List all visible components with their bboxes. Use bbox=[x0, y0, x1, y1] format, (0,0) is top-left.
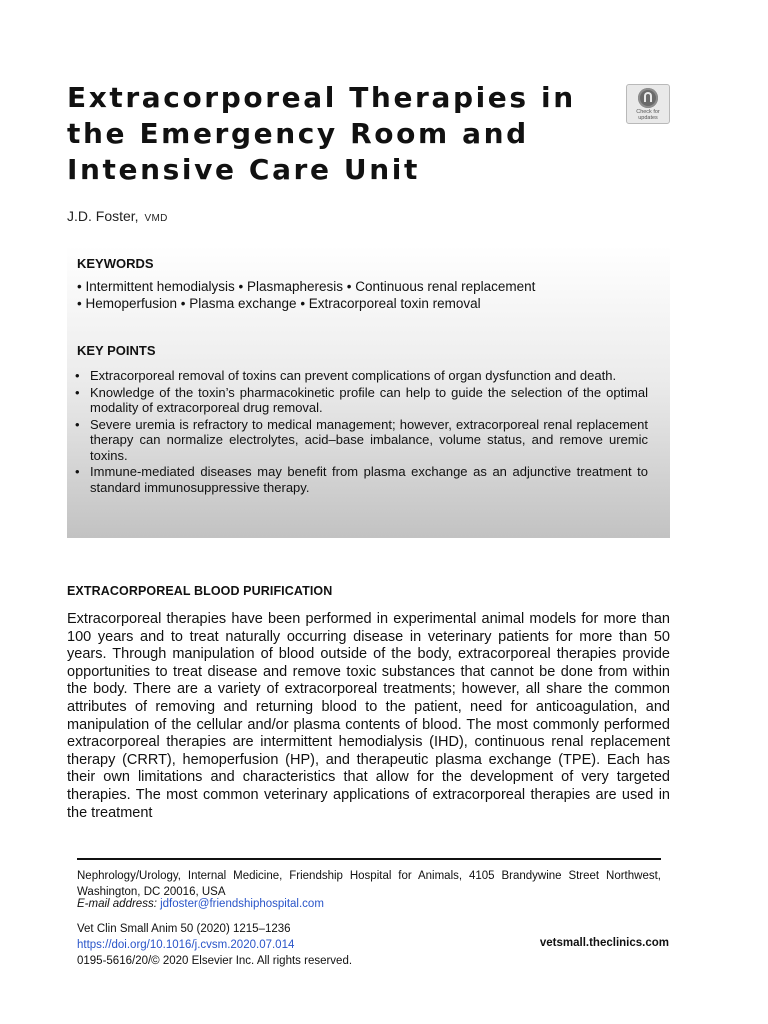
email-link[interactable]: jdfoster@friendshiphospital.com bbox=[160, 898, 324, 910]
key-point-item: • Extracorporeal removal of toxins can prevent complications of organ dysfunction and death. bbox=[75, 368, 648, 384]
affiliation: Nephrology/Urology, Internal Medicine, Friendship Hospital for Animals, 4105 Brandywine Street Northwest, Washington, DC 20016, USA bbox=[77, 870, 661, 898]
title-line: Intensive Care Unit bbox=[67, 153, 420, 186]
journal-site[interactable]: vetsmall.theclinics.com bbox=[539, 937, 669, 949]
author-name: J.D. Foster, bbox=[67, 208, 139, 224]
email-line bbox=[77, 898, 324, 910]
author-line bbox=[67, 208, 168, 224]
article-title bbox=[67, 80, 576, 188]
section-heading: EXTRACORPOREAL BLOOD PURIFICATION bbox=[67, 584, 333, 598]
keywords-heading: KEYWORDS bbox=[77, 256, 154, 271]
email-label: E-mail address: bbox=[77, 898, 157, 910]
citation-block bbox=[77, 921, 352, 969]
title-line: the Emergency Room and bbox=[67, 117, 529, 150]
key-point-item: • Knowledge of the toxin’s pharmacokinetic profile can help to guide the selection of the optimal modality of extracorporeal drug removal. bbox=[75, 385, 648, 416]
author-degree: VMD bbox=[144, 213, 168, 224]
keywords-list bbox=[77, 278, 535, 312]
badge-label: Check for updates bbox=[636, 109, 660, 121]
keywords-line: • Intermittent hemodialysis • Plasmapheresis • Continuous renal replacement bbox=[77, 279, 536, 294]
key-points-list bbox=[75, 368, 648, 496]
doi-link[interactable]: https://doi.org/10.1016/j.cvsm.2020.07.014 bbox=[77, 939, 295, 951]
key-point-item: • Severe uremia is refractory to medical management; however, extracorporeal renal replacement therapy can normalize electrolytes, acid–base imbalance, volume status, and remove uremic toxins. bbox=[75, 417, 648, 464]
key-points-heading: KEY POINTS bbox=[77, 343, 156, 358]
copyright: 0195-5616/20/© 2020 Elsevier Inc. All rights reserved. bbox=[77, 955, 353, 967]
keywords-keypoints-box bbox=[67, 246, 670, 538]
body-paragraph: Extracorporeal therapies have been performed in experimental animal models for more than 100 years and to treat naturally occurring disease in veterinary patients for more than 50 years. Through manipulation of blood outside of the body, extracorporeal therapies provide opportunities to treat disease and remove toxic substances that cannot be done from within the body. There are a variety of extracorporeal treatments; however, all share the common attributes of removing and returning blood to the patient, need for anticoagulation, and manipulation of the cellular and/or plasma contents of blood. The most commonly performed extracorporeal therapies are intermittent hemodialysis (IHD), continuous renal replacement therapy (CRRT), hemoperfusion (HP), and therapeutic plasma exchange (TPE). Each has their own limitations and characteristics that allow for the development of very targeted therapies. The most common veterinary applications of extracorporeal therapies are used in the treatment bbox=[67, 611, 670, 821]
check-for-updates-button[interactable] bbox=[626, 84, 670, 124]
journal-citation: Vet Clin Small Anim 50 (2020) 1215–1236 bbox=[77, 923, 291, 935]
title-line: Extracorporeal Therapies in bbox=[67, 81, 576, 114]
bookmark-check-icon bbox=[638, 88, 658, 108]
footnote-rule bbox=[77, 858, 661, 860]
keywords-line: • Hemoperfusion • Plasma exchange • Extracorporeal toxin removal bbox=[77, 296, 481, 311]
key-point-item: • Immune-mediated diseases may benefit from plasma exchange as an adjunctive treatment to standard immunosuppressive therapy. bbox=[75, 464, 648, 495]
